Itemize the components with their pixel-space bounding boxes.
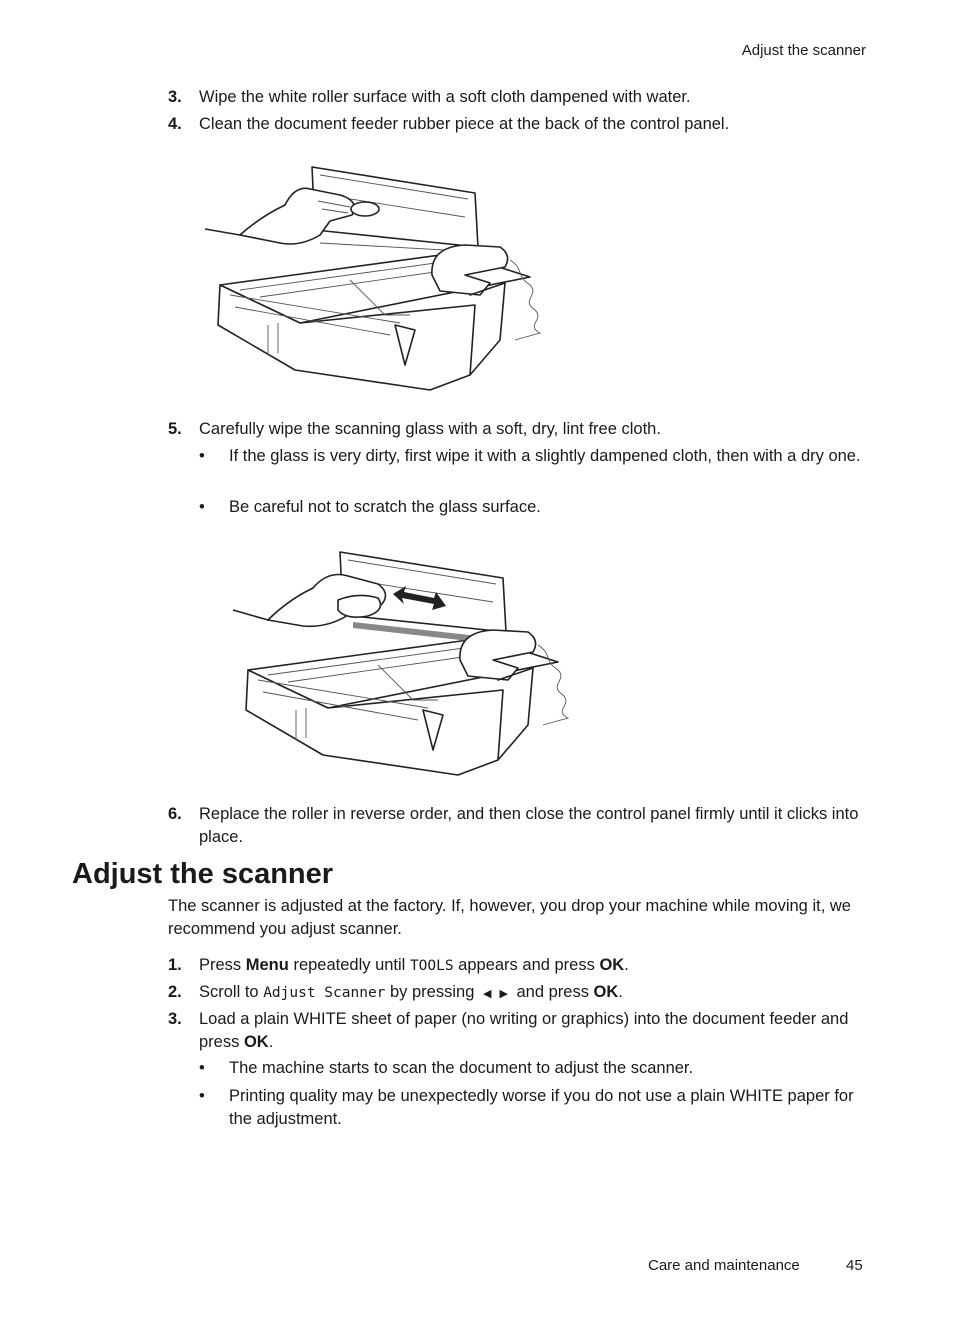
step-4-clean-feeder: 4. Clean the document feeder rubber piece at the back of the control panel.: [168, 115, 730, 133]
page-number: 45: [846, 1257, 863, 1274]
step-1-press-menu: 1. Press Menu repeatedly until TOOLS appears and press OK.: [168, 956, 629, 974]
list-item: • If the glass is very dirty, first wipe it with a slightly dampened cloth, then with a dry one.: [199, 447, 861, 465]
list-item: • Printing quality may be unexpectedly worse if you do not use a plain WHITE paper for the adjustment.: [199, 1087, 854, 1128]
list-item: • The machine starts to scan the document to adjust the scanner.: [199, 1059, 694, 1077]
list-item: • Be careful not to scratch the glass surface.: [199, 498, 541, 516]
step-3-load-paper: 3. Load a plain WHITE sheet of paper (no writing or graphics) into the document feeder and press OK.: [168, 1010, 849, 1051]
step-6-replace-roller: 6. Replace the roller in reverse order, and then close the control panel firmly until it clicks into place.: [168, 805, 859, 846]
step-3-wipe-roller: 3. Wipe the white roller surface with a soft cloth dampened with water.: [168, 88, 691, 106]
step-5-wipe-glass: 5. Carefully wipe the scanning glass with a soft, dry, lint free cloth.: [168, 420, 661, 438]
section-title: Adjust the scanner: [72, 858, 334, 890]
fax-roller-cleaning-illustration: [200, 155, 560, 400]
section-intro: The scanner is adjusted at the factory. If, however, you drop your machine while moving it, we recommend you adjust scanner.: [168, 897, 851, 938]
fax-glass-wiping-illustration: [228, 540, 588, 785]
left-arrow-icon: ◀: [482, 988, 492, 1000]
footer-section: Care and maintenance: [648, 1257, 800, 1274]
step-2-scroll-adjust: 2. Scroll to Adjust Scanner by pressing ◀ ▶ and press OK.: [168, 981, 868, 1006]
right-arrow-icon: ▶: [499, 988, 508, 1000]
running-header: Adjust the scanner: [741, 42, 866, 59]
